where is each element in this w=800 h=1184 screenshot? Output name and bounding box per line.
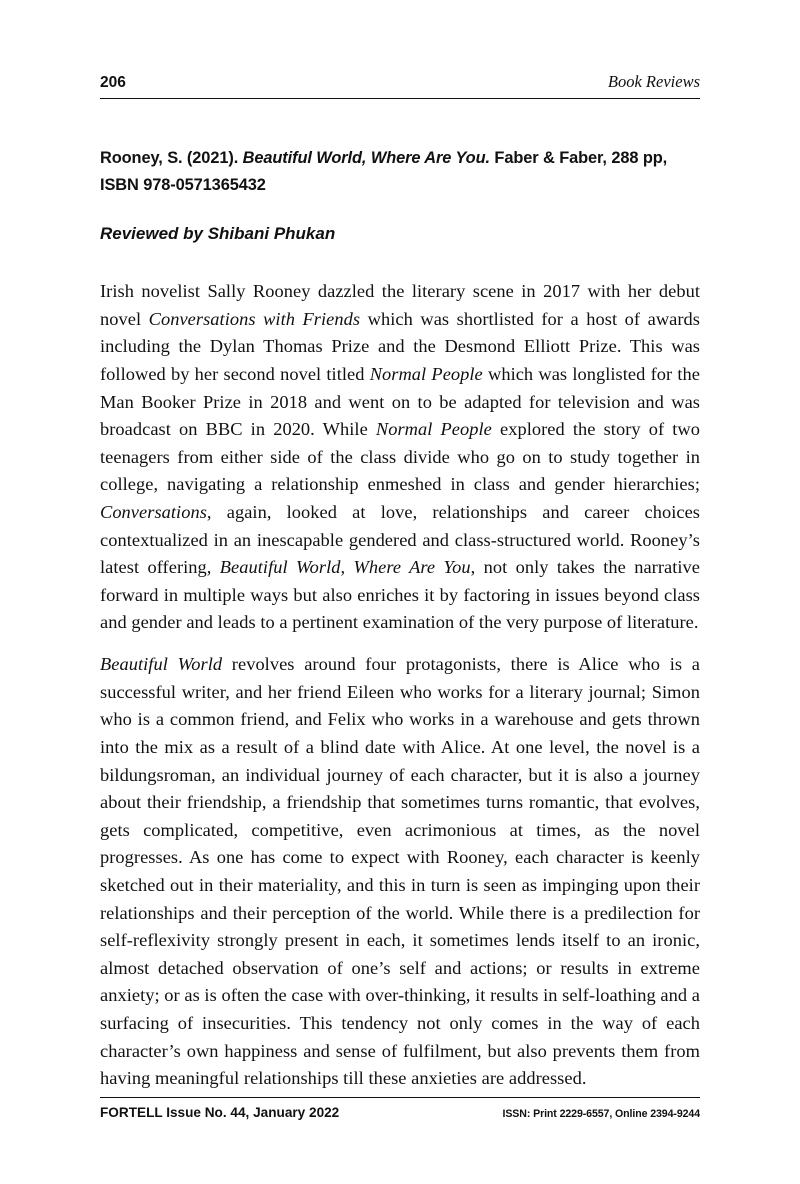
running-head-title: Book Reviews [607,72,700,91]
citation-publisher-details: Faber & Faber, 288 pp, ISBN 978-0571365432 [100,149,668,194]
book-citation [100,145,700,198]
footer-issue-info: FORTELL Issue No. 44, January 2022 [100,1105,340,1120]
reviewer-byline: Reviewed by Shibani Phukan [100,224,336,244]
running-head [100,72,700,99]
citation-book-title: Beautiful World, Where Are You. [242,149,490,167]
citation-author-year: Rooney, S. (2021). [100,149,243,167]
page-footer [100,1097,700,1120]
page-number: 206 [100,74,126,91]
body-paragraph-1: Irish novelist Sally Rooney dazzled the literary scene in 2017 with her debut novel Conversations with Friends which was shortlisted for a host of awards including the Dylan Thomas Prize and the Desmond Elliott Prize. This was followed by her second novel titled Normal People which was longlisted for the Man Booker Prize in 2018 and went on to be adapted for television and was broadcast on BBC in 2020. While Normal People explored the story of two teenagers from either side of the class divide who go on to study together in college, navigating a relationship enmeshed in class and gender hierarchies; Conversations, again, looked at love, relationships and career choices contextualized in an inescapable gendered and class-structured world. Rooney’s latest offering, Beautiful World, Where Are You, not only takes the narrative forward in multiple ways but also enriches it by factoring in issues beyond class and gender and leads to a pertinent examination of the very purpose of literature. [100,281,701,633]
footer-divider [100,1097,700,1098]
body-paragraph-2: Beautiful World revolves around four protagonists, there is Alice who is a successful writer, and her friend Eileen who works for a literary journal; Simon who is a common friend, and Felix who works in a warehouse and gets thrown into the mix as a result of a blind date with Alice. At one level, the novel is a bildungsroman, an individual journey of each character, but it is also a journey about their friendship, a friendship that sometimes turns romantic, that evolves, gets complicated, competitive, even acrimonious at times, as the novel progresses. As one has come to expect with Rooney, each character is keenly sketched out in their materiality, and this in turn is seen as impinging upon their relationships and their perception of the world. While there is a predilection for self-reflexivity strongly present in each, it sometimes lends itself to an ironic, almost detached observation of one’s self and actions; or results in extreme anxiety; or as is often the case with over-thinking, it results in self-loathing and a surfacing of insecurities. This tendency not only comes in the way of each character’s own happiness and sense of fulfilment, but also prevents them from having meaningful relationships till these anxieties are addressed. [100,654,700,1089]
footer-issn: ISSN: Print 2229-6557, Online 2394-9244 [502,1108,700,1120]
